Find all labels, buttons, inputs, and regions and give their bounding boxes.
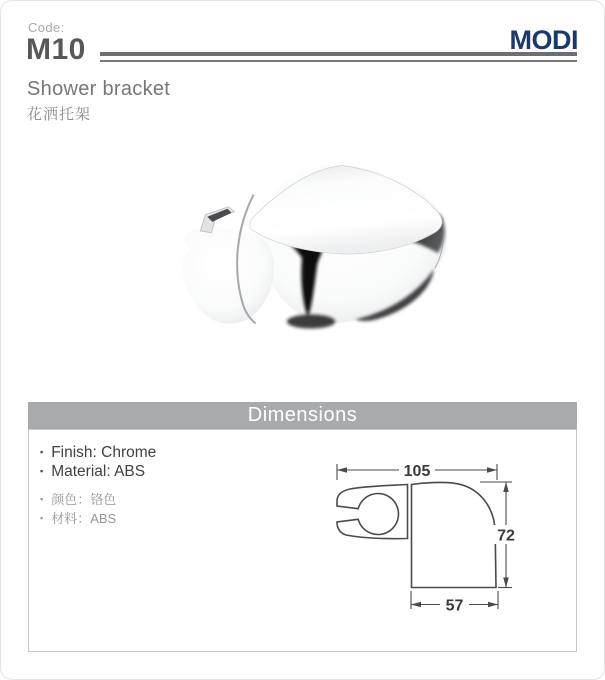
spec-material-zh: ▪ 材料：ABS (40, 508, 116, 527)
spec-finish: ▪ Finish: Chrome (40, 444, 156, 462)
dimensions-section-header: Dimensions (28, 402, 577, 429)
drawing-clip-outline (337, 485, 408, 539)
bracket-top-face (250, 165, 442, 254)
product-title-en: Shower bracket (27, 78, 171, 100)
bracket-clip-lobe (182, 227, 274, 324)
product-title-zh: 花洒托架 (27, 106, 92, 123)
header-rule-thin (100, 60, 577, 62)
dim-width-body: 57 (445, 597, 464, 615)
product-photo (158, 152, 450, 344)
dim-width-total: 105 (403, 463, 431, 480)
product-code: M10 (26, 33, 86, 66)
header-rule-thick (100, 52, 577, 56)
dim-height: 72 (497, 527, 515, 545)
brand-logo: MODI (509, 25, 578, 55)
spec-color-zh: ▪ 颜色：铬色 (40, 489, 116, 508)
bottom-shadow (287, 314, 335, 328)
drawing-outlines (337, 482, 496, 587)
code-label: Code: (28, 20, 65, 35)
drawing-body-outline (412, 482, 497, 587)
spec-material: ▪ Material: ABS (40, 463, 145, 481)
technical-drawing (330, 455, 542, 620)
